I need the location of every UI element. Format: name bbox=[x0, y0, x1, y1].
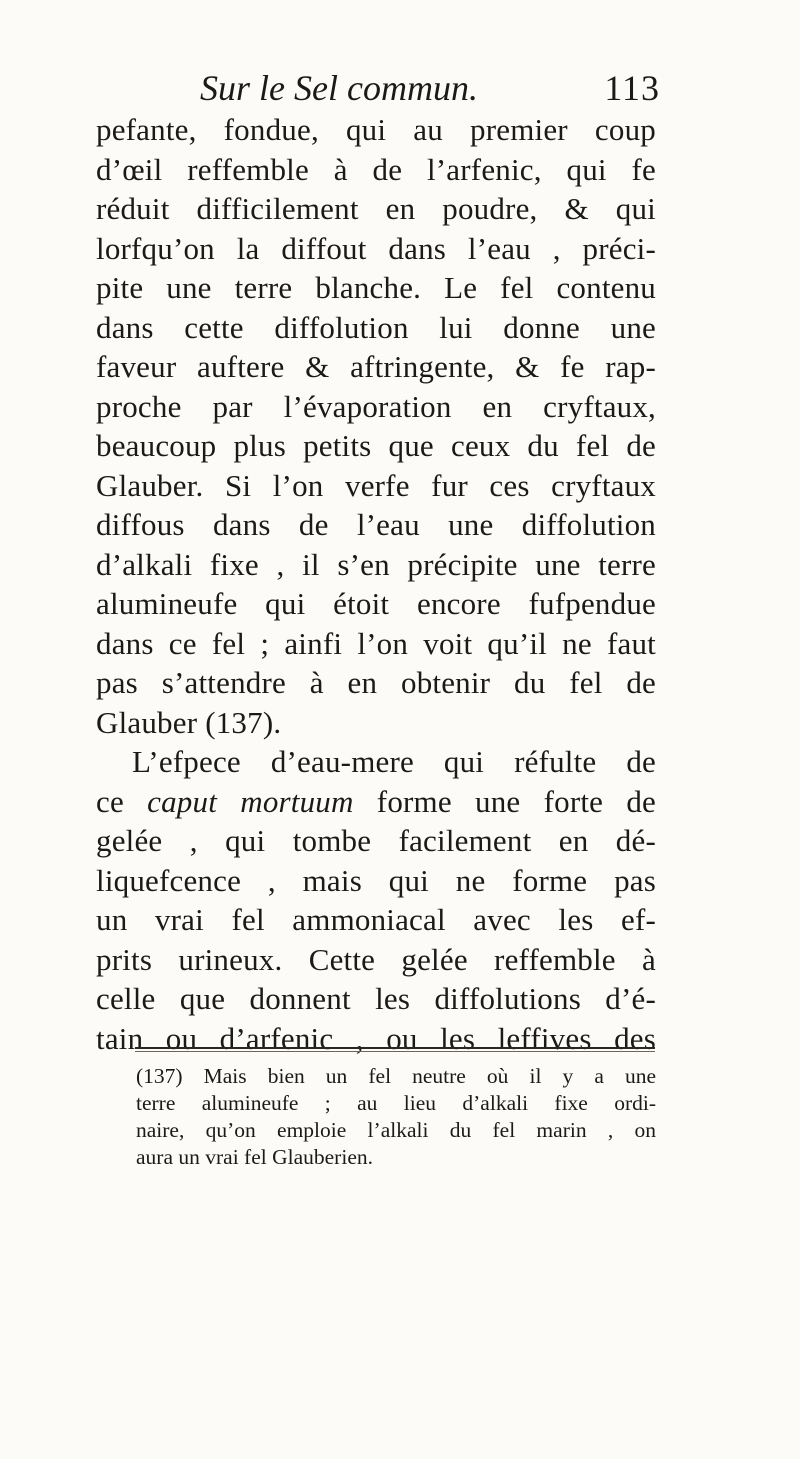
text-line: pas s’attendre à en obtenir du fel de bbox=[96, 665, 656, 700]
footnote-line: naire, qu’on emploie l’alkali du fel marin , on bbox=[136, 1118, 656, 1142]
text-line: liquefcence , mais qui ne forme pas bbox=[96, 862, 656, 898]
text-line: prits urineux. Cette gelée reffemble à bbox=[96, 941, 656, 977]
running-head bbox=[200, 68, 660, 108]
footnote-line: aura un vrai fel Glauberien. bbox=[136, 1145, 373, 1169]
text-line: pefante, fondue, qui au premier coup bbox=[96, 112, 656, 147]
text-line: beaucoup plus petits que ceux du fel de bbox=[96, 428, 656, 463]
text-line: pite une terre blanche. Le fel contenu bbox=[96, 270, 656, 305]
text-line: Glauber. Si l’on verfe fur ces cryftaux bbox=[96, 467, 656, 503]
text-line: dans ce fel ; ainfi l’on voit qu’il ne faut bbox=[96, 625, 656, 661]
body-text bbox=[96, 110, 656, 1058]
text-line: lorfqu’on la diffout dans l’eau , préci- bbox=[96, 230, 656, 266]
text-line: gelée , qui tombe facilement en dé- bbox=[96, 823, 656, 858]
running-head-title: Sur le Sel commun. bbox=[200, 68, 478, 108]
text-line: dans cette diffolution lui donne une bbox=[96, 309, 656, 345]
text-line: tain ou d’arfenic , ou les leffives des bbox=[96, 1020, 656, 1056]
text-line: ce caput mortuum forme une forte de bbox=[96, 783, 656, 819]
footnote-line: (137) Mais bien un fel neutre où il y a une bbox=[136, 1064, 656, 1088]
footnote-separator-rule bbox=[135, 1047, 655, 1052]
text-line: diffous dans de l’eau une diffolution bbox=[96, 507, 656, 542]
page-number: 113 bbox=[604, 68, 660, 108]
text-line: réduit difficilement en poudre, & qui bbox=[96, 191, 656, 226]
text-line: faveur auftere & aftringente, & fe rap- bbox=[96, 349, 656, 384]
paragraph-first-line: L’efpece d’eau-mere qui réfulte de bbox=[132, 744, 656, 779]
text-line: Glauber (137). bbox=[96, 704, 282, 740]
latin-phrase: caput mortuum bbox=[147, 783, 354, 819]
text-line: d’œil reffemble à de l’arfenic, qui fe bbox=[96, 151, 656, 187]
text-line: celle que donnent les diffolutions d’é- bbox=[96, 981, 656, 1016]
text-line: d’alkali fixe , il s’en précipite une terre bbox=[96, 546, 656, 582]
footnote-line: terre alumineufe ; au lieu d’alkali fixe ordi- bbox=[136, 1091, 656, 1115]
text-line: un vrai fel ammoniacal avec les ef- bbox=[96, 902, 656, 937]
footnote bbox=[136, 1063, 656, 1171]
text-line: alumineufe qui étoit encore fufpendue bbox=[96, 586, 656, 621]
text-line: proche par l’évaporation en cryftaux, bbox=[96, 388, 656, 424]
